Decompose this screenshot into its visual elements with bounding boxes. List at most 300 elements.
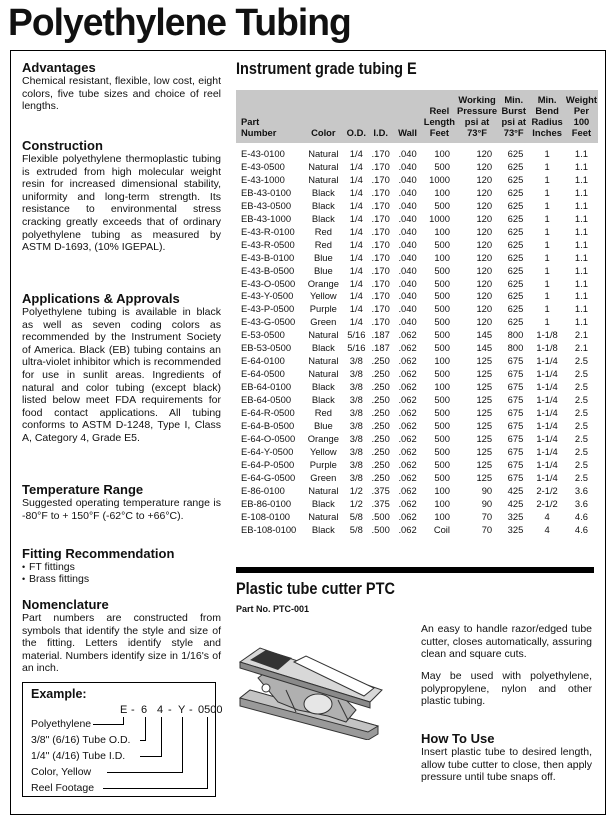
cell-od: 3/8	[349, 420, 363, 432]
cell-od: 1/4	[349, 251, 363, 263]
cell-working-pressure: 125	[476, 381, 493, 393]
cell-od: 3/8	[349, 381, 363, 393]
cell-od: 3/8	[349, 445, 363, 457]
cell-bend-radius: 1-1/4	[536, 368, 558, 380]
cell-part-number: EB-43-0500	[241, 199, 292, 211]
example-label-id: 1/4" (4/16) Tube I.D.	[31, 750, 126, 762]
cell-wall: .040	[398, 212, 417, 224]
temperature-section	[22, 482, 221, 522]
cell-id: .500	[371, 510, 390, 522]
cell-bend-radius: 2-1/2	[536, 484, 558, 496]
cell-wall: .062	[398, 355, 417, 367]
cell-min-burst: 625	[507, 277, 524, 289]
cell-weight: 1.1	[574, 238, 588, 250]
cell-reel-length: 100	[434, 148, 450, 159]
table-row	[236, 329, 598, 342]
cell-color: Natural	[308, 355, 339, 367]
cell-color: Purple	[309, 458, 337, 470]
cell-part-number: EB-64-0100	[241, 381, 292, 393]
cell-weight: 2.5	[574, 355, 588, 367]
cell-reel-length: 100	[434, 251, 450, 263]
cell-wall: .062	[398, 342, 417, 354]
table-row	[236, 485, 598, 498]
cell-color: Black	[311, 186, 335, 198]
cell-bend-radius: 1-1/4	[536, 420, 558, 432]
cell-working-pressure: 120	[476, 199, 493, 211]
cell-min-burst: 425	[507, 484, 524, 496]
col-header-wall: Wall	[392, 90, 422, 143]
cell-min-burst: 625	[507, 160, 524, 172]
cell-id: .170	[371, 251, 390, 263]
cell-working-pressure: 120	[476, 264, 493, 276]
cell-wall: .062	[398, 329, 417, 341]
leader-line	[145, 717, 146, 741]
cell-working-pressure: 70	[481, 510, 493, 522]
cell-id: .250	[371, 471, 390, 483]
table-row	[236, 459, 598, 472]
cell-weight: 1.1	[574, 277, 588, 289]
cell-min-burst: 325	[507, 510, 524, 522]
code-dash: -	[131, 704, 135, 716]
cell-color: Purple	[309, 303, 337, 315]
leader-line	[182, 717, 183, 773]
cell-weight: 1.1	[574, 160, 588, 172]
cell-min-burst: 625	[507, 238, 524, 250]
cell-part-number: E-64-0100	[241, 355, 285, 367]
cell-part-number: E-43-P-0500	[241, 303, 295, 315]
cell-weight: 1.1	[574, 316, 588, 328]
nomenclature-section	[22, 597, 221, 675]
table-row	[236, 433, 598, 446]
code-color: Y	[178, 704, 186, 716]
cell-part-number: E-53-0500	[241, 329, 285, 341]
tubing-spec-table	[236, 90, 598, 537]
cell-color: Black	[311, 212, 335, 224]
cell-part-number: E-43-B-0500	[241, 264, 295, 276]
cell-reel-length: 500	[434, 316, 450, 328]
cell-reel-length: 500	[434, 303, 450, 315]
table-row	[236, 213, 598, 226]
cell-color: Black	[311, 342, 335, 354]
cell-working-pressure: 145	[476, 342, 493, 354]
cell-id: .170	[371, 277, 390, 289]
cell-id: .250	[371, 355, 390, 367]
cell-wall: .040	[398, 186, 417, 198]
cell-bend-radius: 1	[544, 316, 550, 328]
cell-od: 5/8	[349, 523, 363, 535]
col-header-bend-radius: Min. Bend Radius Inches	[529, 90, 565, 143]
cell-working-pressure: 120	[476, 290, 493, 302]
cell-color: Red	[314, 225, 332, 237]
cell-reel-length: 500	[434, 160, 450, 172]
cell-od: 3/8	[349, 458, 363, 470]
cell-od: 5/16	[347, 342, 366, 354]
cell-part-number: E-43-G-0500	[241, 316, 296, 328]
cell-min-burst: 675	[507, 420, 524, 432]
table-row	[236, 303, 598, 316]
cell-color: Red	[314, 238, 332, 250]
cell-min-burst: 625	[507, 225, 524, 237]
cell-min-burst: 625	[507, 186, 524, 198]
cell-color: Black	[311, 381, 335, 393]
cell-reel-length: 500	[434, 458, 450, 470]
cell-part-number: E-43-1000	[241, 173, 285, 185]
leader-line	[161, 717, 162, 757]
cell-reel-length: 100	[434, 497, 450, 509]
cell-min-burst: 625	[507, 199, 524, 211]
cell-working-pressure: 125	[476, 355, 493, 367]
cell-working-pressure: 145	[476, 329, 493, 341]
cell-working-pressure: 120	[476, 316, 493, 328]
cell-wall: .062	[398, 407, 417, 419]
cell-weight: 2.5	[574, 368, 588, 380]
cell-working-pressure: 120	[476, 251, 493, 263]
cell-color: Yellow	[309, 445, 337, 457]
cell-working-pressure: 120	[476, 225, 493, 237]
leader-line	[140, 756, 161, 757]
cell-color: Natural	[308, 148, 339, 159]
cell-color: Blue	[313, 420, 333, 432]
cell-min-burst: 325	[507, 523, 524, 535]
table-row	[236, 511, 598, 524]
code-od: 6	[141, 704, 148, 716]
cell-min-burst: 675	[507, 368, 524, 380]
cell-bend-radius: 1	[544, 251, 550, 263]
cell-wall: .062	[398, 445, 417, 457]
cell-bend-radius: 1	[544, 290, 550, 302]
cell-bend-radius: 1-1/4	[536, 407, 558, 419]
cell-part-number: EB-43-1000	[241, 212, 292, 224]
cell-min-burst: 625	[507, 212, 524, 224]
cell-color: Blue	[313, 264, 333, 276]
table-row	[236, 290, 598, 303]
table-row	[236, 174, 598, 187]
cell-bend-radius: 4	[544, 510, 550, 522]
cell-part-number: EB-86-0100	[241, 497, 292, 509]
cell-wall: .062	[398, 484, 417, 496]
cell-weight: 2.1	[574, 342, 588, 354]
cell-color: Yellow	[309, 290, 337, 302]
cell-bend-radius: 1	[544, 225, 550, 237]
cell-bend-radius: 1	[544, 277, 550, 289]
cell-working-pressure: 120	[476, 212, 493, 224]
cell-reel-length: 500	[434, 432, 450, 444]
cell-od: 1/4	[349, 316, 363, 328]
cell-wall: .062	[398, 471, 417, 483]
col-header-id: I.D.	[369, 90, 392, 143]
example-label-footage: Reel Footage	[31, 782, 95, 794]
cell-weight: 1.1	[574, 173, 588, 185]
table-body	[236, 143, 598, 537]
applications-section	[22, 291, 221, 445]
cell-weight: 1.1	[574, 290, 588, 302]
cell-id: .170	[371, 264, 390, 276]
cell-working-pressure: 125	[476, 432, 493, 444]
cell-part-number: EB-53-0500	[241, 342, 292, 354]
cell-reel-length: 500	[434, 394, 450, 406]
cell-wall: .040	[398, 238, 417, 250]
cell-part-number: E-86-0100	[241, 484, 285, 496]
advantages-body: Chemical resistant, flexible, low cost, eight colors, five tube sizes and choice of reel lengths.	[22, 75, 221, 113]
cell-weight: 2.5	[574, 381, 588, 393]
cell-part-number: E-43-B-0100	[241, 251, 295, 263]
cell-reel-length: 500	[434, 290, 450, 302]
cell-wall: .040	[398, 251, 417, 263]
cell-reel-length: 100	[434, 381, 450, 393]
cell-color: Black	[311, 523, 335, 535]
code-dash: -	[168, 704, 172, 716]
construction-body: Flexible polyethylene thermoplastic tubing is extruded from high molecular weight resin for increased dimensional stability, uniformity and long-term strength. Its resistance to environmental stress cracking greatly exceeds that of ordinary polyethylene tubing as measured by ASTM D-1693, (10% IGEPAL).	[22, 153, 221, 254]
cell-reel-length: 500	[434, 342, 450, 354]
cell-reel-length: 500	[434, 264, 450, 276]
cell-id: .170	[371, 303, 390, 315]
cell-part-number: E-43-0100	[241, 148, 285, 159]
cell-color: Natural	[308, 173, 339, 185]
cell-od: 1/2	[349, 484, 363, 496]
col-header-od: O.D.	[344, 90, 369, 143]
cell-od: 3/8	[349, 407, 363, 419]
cell-wall: .040	[398, 225, 417, 237]
table-row	[236, 316, 598, 329]
cell-wall: .040	[398, 290, 417, 302]
cell-min-burst: 675	[507, 394, 524, 406]
cell-color: Green	[310, 316, 337, 328]
nomenclature-heading: Nomenclature	[22, 597, 109, 612]
col-header-color: Color	[303, 90, 344, 143]
cell-working-pressure: 125	[476, 407, 493, 419]
cell-weight: 4.6	[574, 510, 588, 522]
cell-part-number: EB-108-0100	[241, 523, 297, 535]
cell-wall: .062	[398, 432, 417, 444]
cell-working-pressure: 125	[476, 458, 493, 470]
cell-reel-length: 500	[434, 420, 450, 432]
cell-bend-radius: 1-1/8	[536, 342, 558, 354]
cell-min-burst: 675	[507, 407, 524, 419]
cell-id: .500	[371, 523, 390, 535]
how-to-use-heading: How To Use	[421, 731, 495, 746]
cell-color: Natural	[308, 510, 339, 522]
cell-id: .170	[371, 148, 390, 159]
cell-od: 3/8	[349, 432, 363, 444]
cell-reel-length: 500	[434, 445, 450, 457]
cell-part-number: E-64-R-0500	[241, 407, 295, 419]
cutter-description: An easy to handle razor/edged tube cutter, closes automatically, assuring clean and square cuts.	[421, 623, 592, 661]
applications-body: Polyethylene tubing is available in black as well as seven coding colors as recommended by the Instrument Society of America. Black (EB) tubing contains an ultra-violet inhibitor which is recommended for use in sunlit areas. Ingredients of natural and color tubing (except black) listed below meet FDA requirements for food contact applications. All tubing conforms to ASTM D-1248, Type I, Class A, Category 4, Grade E5.	[22, 306, 221, 444]
cell-weight: 2.5	[574, 445, 588, 457]
cell-id: .187	[371, 342, 390, 354]
cell-working-pressure: 120	[476, 160, 493, 172]
cell-od: 1/4	[349, 173, 363, 185]
cell-od: 1/4	[349, 264, 363, 276]
temperature-heading: Temperature Range	[22, 482, 144, 497]
cell-min-burst: 625	[507, 290, 524, 302]
cell-reel-length: 500	[434, 329, 450, 341]
cell-id: .250	[371, 381, 390, 393]
cell-color: Green	[310, 471, 337, 483]
cell-weight: 3.6	[574, 484, 588, 496]
cell-part-number: E-64-0500	[241, 368, 285, 380]
cell-working-pressure: 125	[476, 445, 493, 457]
cell-wall: .040	[398, 316, 417, 328]
leader-line	[107, 772, 182, 773]
cell-reel-length: 100	[434, 355, 450, 367]
cell-od: 1/4	[349, 199, 363, 211]
cell-wall: .062	[398, 523, 417, 535]
cell-weight: 1.1	[574, 251, 588, 263]
cell-od: 1/4	[349, 303, 363, 315]
nomenclature-body: Part numbers are constructed from symbols that identify the style and size of the fitting. Letters identify style and material. Numbers identify size in 1/16's of an inch.	[22, 612, 221, 675]
cell-reel-length: 500	[434, 407, 450, 419]
cell-min-burst: 625	[507, 173, 524, 185]
cell-od: 3/8	[349, 394, 363, 406]
section-divider	[236, 567, 594, 573]
cell-reel-length: 100	[434, 225, 450, 237]
cell-weight: 1.1	[574, 212, 588, 224]
cell-weight: 2.1	[574, 329, 588, 341]
cell-weight: 1.1	[574, 225, 588, 237]
advantages-heading: Advantages	[22, 60, 96, 75]
cell-weight: 4.6	[574, 523, 588, 535]
cell-bend-radius: 1-1/4	[536, 432, 558, 444]
cell-color: Black	[311, 199, 335, 211]
cell-min-burst: 675	[507, 458, 524, 470]
cell-working-pressure: 120	[476, 173, 493, 185]
table-row	[236, 342, 598, 355]
cell-weight: 1.1	[574, 186, 588, 198]
cell-bend-radius: 1-1/4	[536, 445, 558, 457]
cell-weight: 2.5	[574, 458, 588, 470]
cell-bend-radius: 2-1/2	[536, 497, 558, 509]
cell-min-burst: 800	[507, 329, 524, 341]
cell-id: .170	[371, 186, 390, 198]
cell-reel-length: 500	[434, 277, 450, 289]
cell-id: .250	[371, 420, 390, 432]
cell-part-number: E-43-R-0100	[241, 225, 295, 237]
cell-part-number: E-64-O-0500	[241, 432, 296, 444]
cell-weight: 2.5	[574, 394, 588, 406]
advantages-section	[22, 60, 221, 113]
cell-reel-length: 100	[434, 186, 450, 198]
cell-bend-radius: 1	[544, 160, 550, 172]
leader-line	[93, 724, 123, 725]
cell-id: .250	[371, 407, 390, 419]
cell-od: 3/8	[349, 355, 363, 367]
table-row	[236, 381, 598, 394]
cell-color: Black	[311, 394, 335, 406]
cell-od: 1/4	[349, 290, 363, 302]
table-row	[236, 200, 598, 213]
table-row	[236, 143, 598, 161]
fitting-item: • FT fittings	[22, 561, 174, 573]
cell-working-pressure: 70	[481, 523, 493, 535]
table-title: Instrument grade tubing E	[236, 60, 417, 78]
cell-min-burst: 800	[507, 342, 524, 354]
col-header-weight: Weight Per 100 Feet	[565, 90, 598, 143]
example-label-material: Polyethylene	[31, 718, 92, 730]
table-row	[236, 524, 598, 537]
cell-bend-radius: 1	[544, 199, 550, 211]
col-header-reel-length: Reel Length Feet	[423, 90, 456, 143]
cell-reel-length: 500	[434, 238, 450, 250]
cell-id: .170	[371, 212, 390, 224]
fitting-list	[22, 561, 174, 585]
cell-id: .187	[371, 329, 390, 341]
leader-line	[207, 717, 208, 789]
cell-od: 1/4	[349, 186, 363, 198]
cell-weight: 1.1	[574, 199, 588, 211]
cell-id: .170	[371, 199, 390, 211]
cell-min-burst: 625	[507, 303, 524, 315]
cell-od: 5/16	[347, 329, 366, 341]
cell-color: Red	[314, 407, 332, 419]
cell-bend-radius: 1	[544, 212, 550, 224]
code-footage: 0500	[198, 704, 223, 716]
table-row	[236, 226, 598, 239]
cell-part-number: E-108-0100	[241, 510, 290, 522]
cell-part-number: E-43-0500	[241, 160, 285, 172]
cell-bend-radius: 1-1/4	[536, 394, 558, 406]
fitting-section	[22, 546, 174, 585]
cutter-compatibility: May be used with polyethylene, polypropylene, nylon and other plastic tubing.	[421, 670, 592, 708]
cell-od: 1/4	[349, 212, 363, 224]
cell-working-pressure: 90	[481, 484, 493, 496]
cell-part-number: E-43-R-0500	[241, 238, 295, 250]
table-row	[236, 252, 598, 265]
construction-heading: Construction	[22, 138, 103, 153]
cell-od: 1/4	[349, 148, 363, 159]
cell-reel-length: 100	[434, 510, 450, 522]
tube-cutter-illustration-icon	[238, 640, 388, 740]
cell-id: .250	[371, 394, 390, 406]
table-row	[236, 407, 598, 420]
cell-od: 1/4	[349, 160, 363, 172]
table-row	[236, 355, 598, 368]
cell-wall: .040	[398, 199, 417, 211]
cell-wall: .040	[398, 264, 417, 276]
cell-weight: 1.1	[574, 148, 588, 159]
cell-wall: .062	[398, 394, 417, 406]
col-header-min-burst: Min. Burst psi at 73°F	[498, 90, 529, 143]
cell-bend-radius: 1	[544, 186, 550, 198]
cell-bend-radius: 1	[544, 303, 550, 315]
cell-id: .170	[371, 173, 390, 185]
cell-reel-length: 500	[434, 199, 450, 211]
cell-part-number: E-64-G-0500	[241, 471, 296, 483]
cell-color: Black	[311, 497, 335, 509]
table-row	[236, 498, 598, 511]
cell-bend-radius: 1	[544, 173, 550, 185]
code-id: 4	[157, 704, 164, 716]
cell-min-burst: 675	[507, 445, 524, 457]
cell-part-number: EB-64-0500	[241, 394, 292, 406]
cell-working-pressure: 120	[476, 186, 493, 198]
cell-id: .250	[371, 432, 390, 444]
cell-id: .375	[371, 497, 390, 509]
table-row	[236, 278, 598, 291]
example-box	[22, 682, 223, 797]
cell-id: .170	[371, 160, 390, 172]
cell-od: 3/8	[349, 471, 363, 483]
cell-wall: .040	[398, 173, 417, 185]
cell-weight: 3.6	[574, 497, 588, 509]
applications-heading: Applications & Approvals	[22, 291, 180, 306]
cell-od: 3/8	[349, 368, 363, 380]
cell-min-burst: 675	[507, 355, 524, 367]
cell-color: Natural	[308, 160, 339, 172]
cell-od: 1/4	[349, 277, 363, 289]
cell-reel-length: 500	[434, 471, 450, 483]
cell-part-number: EB-43-0100	[241, 186, 292, 198]
